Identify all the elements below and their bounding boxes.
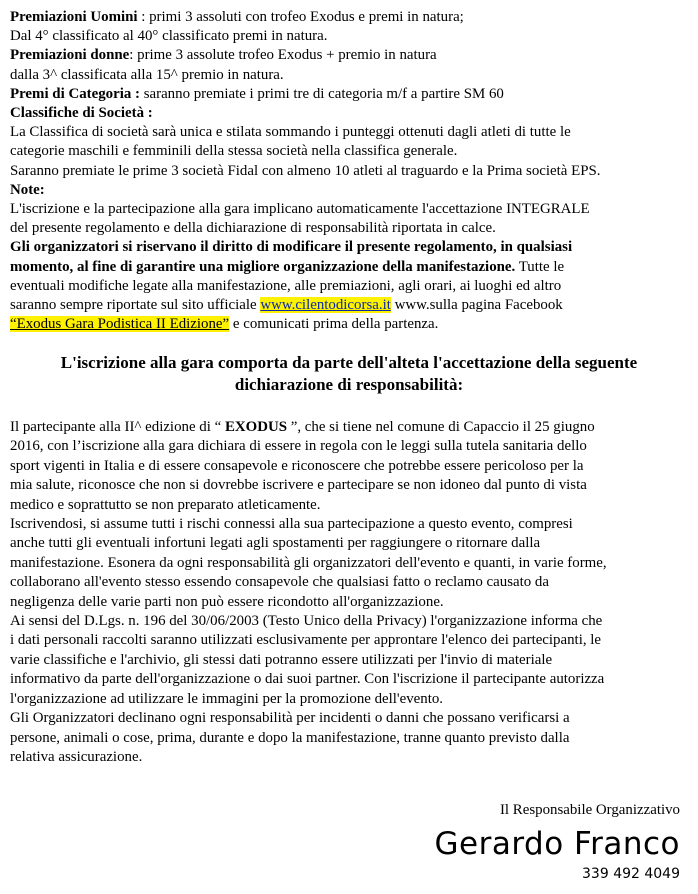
notes-heading: Note: [10,181,45,198]
women-awards-line-2: dalla 3^ classificata alla 15^ premio in natura. [10,66,284,83]
club-rankings-text-1: La Classifica di società sarà unica e stilata sommando i punteggi ottenuti dagli atleti di tutte le [10,124,571,141]
club-rankings-heading: Classifiche di Società : [10,105,153,122]
signature-role: Il Responsabile Organizzativo [499,802,680,818]
men-awards-line-2: Dal 4° classificato al 40° classificato premi in natura. [10,28,328,45]
notes-bold-1: Gli organizzatori si riservano il diritto di modificare il presente regolamento, in qualsiasi [10,239,573,256]
declaration-line: mia salute, riconosce che non si dovrebbe iscrivere e partecipare se non idoneo dal punto di vista [10,477,587,494]
declaration-line: manifestazione. Esonera da ogni responsabilità gli organizzatori dell'evento e quanti, in varie forme, [10,554,607,571]
declaration-line: varie classifiche e l'archivio, gli stessi dati potranno essere utilizzati per l'invio di materiale [10,651,553,668]
signature-name: Gerardo Franco [434,826,680,862]
declaration-line: negligenza delle varie parti non può essere ricondotto all'organizzazione. [10,593,444,610]
declaration-line: Ai sensi del D.Lgs. n. 196 del 30/06/2003 (Testo Unico della Privacy) l'organizzazione informa che [10,613,603,630]
signature-phone: 339 492 4049 [582,866,680,882]
notes-text-6: “Exodus Gara Podistica II Edizione” e comunicati prima della partenza. [10,316,439,333]
declaration-body [10,418,692,767]
women-awards-line: Premiazioni donne: prime 3 assolute trofeo Exodus + premio in natura [10,47,437,64]
website-link[interactable]: www.cilentodicorsa.it [260,297,391,314]
facebook-page-name: “Exodus Gara Podistica II Edizione” [10,316,230,333]
declaration-line: Il partecipante alla II^ edizione di “ EXODUS ”, che si tiene nel comune di Capaccio il 25 giugno [10,419,595,435]
declaration-line: persone, animali o cose, prima, durante e dopo la manifestazione, tranne quanto previsto dalla [10,729,570,746]
declaration-line: Iscrivendosi, si assume tutti i rischi connessi alla sua partecipazione a questo evento, compresi [10,516,573,533]
notes-text-4: eventuali modifiche legate alla manifestazione, alle premiazioni, agli orari, ai luoghi ed altro [10,277,562,294]
declaration-line: medico e soprattutto se non preparato atleticamente. [10,496,321,513]
declaration-line: collaborano all'evento stesso essendo consapevole che qualsiasi fatto o reclamo causato da [10,574,549,591]
declaration-line: informativo da parte dell'organizzazione o dai suoi partner. Con l'iscrizione il partecipante autorizza [10,671,605,688]
notes-text-3: momento, al fine di garantire una migliore organizzazione della manifestazione. Tutte le [10,258,565,275]
declaration-line: i dati personali raccolti saranno utilizzati esclusivamente per approntare l'elenco dei partecipanti, le [10,632,602,649]
declaration-line: 2016, con l’iscrizione alla gara dichiara di essere in regola con le leggi sulla tutela sanitaria dello [10,438,587,455]
notes-text-5: saranno sempre riportate sul sito ufficiale www.cilentodicorsa.it www.sulla pagina Facebook [10,297,563,314]
declaration-line: anche tutti gli eventuali infortuni legati agli spostamenti per raggiungere o ritornare dalla [10,535,541,552]
declaration-title: L'iscrizione alla gara comporta da parte dell'alteta l'accettazione della seguente dichiarazione di responsabilità: [60,353,638,394]
declaration-line: sport vigenti in Italia e di essere consapevole e riconoscere che potrebbe essere pericoloso per la [10,457,584,474]
club-rankings-text-3: Saranno premiate le prime 3 società Fidal con almeno 10 atleti al traguardo e la Prima società EPS. [10,162,601,179]
declaration-line: l'organizzazione ad utilizzare le immagini per la promozione dell'evento. [10,690,444,707]
event-name: EXODUS [224,419,287,435]
declaration-line: relativa assicurazione. [10,748,143,765]
men-awards-line: Premiazioni Uomini : primi 3 assoluti con trofeo Exodus e premi in natura; [10,9,464,25]
category-awards-line: Premi di Categoria : saranno premiate i primi tre di categoria m/f a partire SM 60 [10,85,504,102]
declaration-line: Gli Organizzatori declinano ogni responsabilità per incidenti o danni che possano verificarsi a [10,710,570,727]
club-rankings-text-2: categorie maschili e femminili della stessa società nella classifica generale. [10,143,458,160]
notes-text-2: del presente regolamento e della dichiarazione di responsabilità riportata in calce. [10,220,496,237]
regulations-section [10,8,692,334]
notes-text-1: L'iscrizione e la partecipazione alla gara implicano automaticamente l'accettazione INTEGRALE [10,201,590,218]
